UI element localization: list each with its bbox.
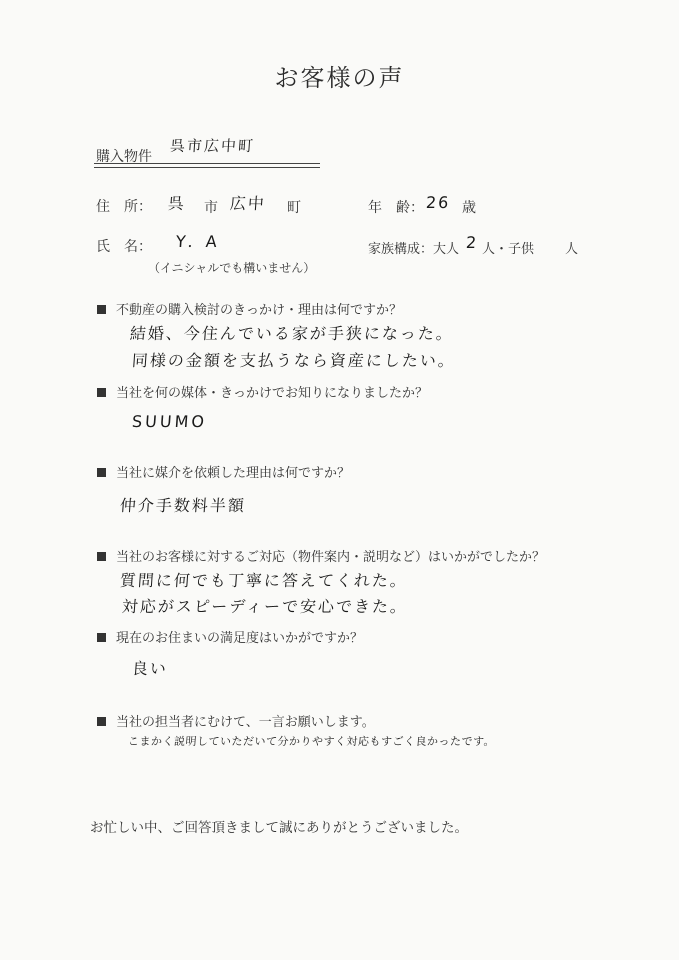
age-unit: 歳 (462, 200, 476, 216)
property-underline (94, 163, 320, 164)
answer-1-line-2: 同様の金額を支払うなら資産にしたい。 (131, 351, 457, 370)
square-bullet-icon (97, 468, 106, 477)
name-value: Y．A (175, 232, 220, 251)
property-label: 購入物件 (96, 149, 152, 165)
square-bullet-icon (97, 717, 106, 726)
question-1-text: 不動産の購入検討のきっかけ・理由は何ですか？ (116, 303, 403, 318)
question-3-text: 当社に媒介を依頼した理由は何ですか？ (116, 466, 351, 481)
answer-6-line-1: こまかく説明していただいて分かりやすく対応もすごく良かったです。 (127, 735, 496, 748)
answer-4-line-2: 対応がスピーディーで安心できた。 (121, 597, 409, 616)
question-2-text: 当社を何の媒体・きっかけでお知りになりましたか？ (116, 386, 429, 401)
age-label: 年 齢： (368, 200, 424, 216)
age-value: 26 (425, 193, 452, 212)
property-value: 呉市広中町 (169, 137, 256, 155)
family-adults-unit: 人・子供 (482, 242, 535, 257)
question-5-text: 現在のお住まいの満足度はいかがですか？ (116, 631, 364, 646)
family-label: 家族構成：大人 (368, 242, 460, 257)
address-city-label: 市 (204, 200, 218, 216)
page-title: お客様の声 (274, 64, 405, 92)
family-children-unit: 人 (565, 242, 579, 257)
address-town-value: 広中 (229, 194, 267, 213)
square-bullet-icon (97, 552, 106, 561)
square-bullet-icon (97, 305, 106, 314)
answer-3-line-1: 仲介手数料半額 (119, 496, 247, 515)
address-label: 住 所： (96, 199, 152, 215)
question-5 (97, 627, 363, 646)
question-6 (97, 711, 375, 730)
question-6-text: 当社の担当者にむけて、一言お願いします。 (116, 715, 375, 730)
square-bullet-icon (97, 633, 106, 642)
answer-4-line-1: 質問に何でも丁寧に答えてくれた。 (119, 571, 409, 590)
square-bullet-icon (97, 388, 106, 397)
family-adults-value: 2 (465, 233, 479, 252)
property-underline-2 (94, 167, 320, 168)
answer-1-line-1: 結婚、今住んでいる家が手狭になった。 (129, 324, 455, 343)
question-4 (97, 546, 545, 565)
answer-5-line-1: 良い (131, 659, 169, 678)
question-3 (97, 462, 350, 481)
question-4-text: 当社のお客様に対するご対応（物件案内・説明など）はいかがでしたか？ (116, 550, 546, 565)
address-town-label: 町 (287, 200, 301, 216)
closing-message: お忙しい中、ご回答頂きまして誠にありがとうございました。 (90, 820, 468, 836)
address-city-value: 呉 (167, 194, 187, 213)
answer-2-line-1: SUUMO (131, 412, 208, 431)
question-1 (97, 299, 402, 318)
name-label: 氏 名： (96, 239, 152, 255)
name-note: （イニシャルでも構いません） (148, 261, 316, 275)
question-2 (97, 382, 428, 401)
